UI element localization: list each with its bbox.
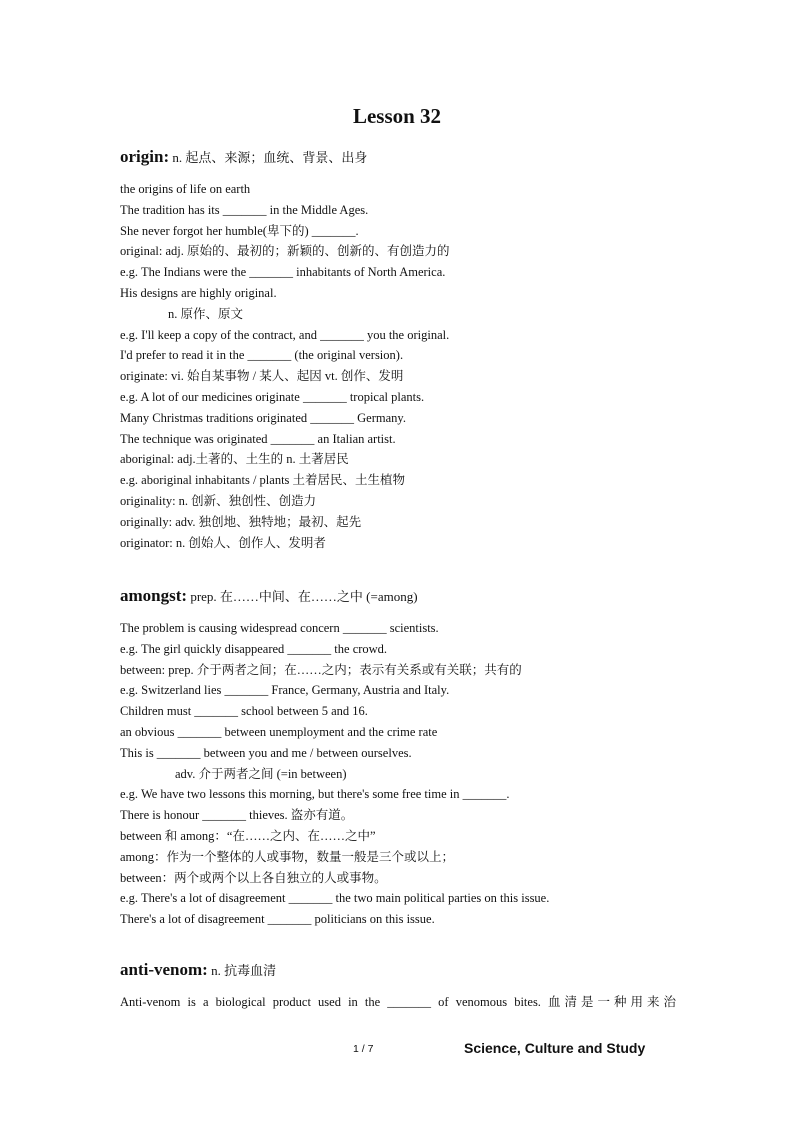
entry-line: originate: vi. 始自某事物 / 某人、起因 vt. 创作、发明 bbox=[120, 369, 404, 384]
entry-line: I'd prefer to read it in the _______ (the original version). bbox=[120, 348, 404, 363]
entry-origin bbox=[120, 148, 680, 553]
entry-line: e.g. Switzerland lies _______ France, Germany, Austria and Italy. bbox=[120, 683, 450, 698]
page-footer bbox=[0, 1040, 794, 1060]
entry-line: Anti-venom is a biological product used in the _______ of venomous bites. 血清是一种用来治 bbox=[120, 995, 676, 1009]
entry-line: between：两个或两个以上各自独立的人或事物。 bbox=[120, 870, 387, 885]
headword-definition: prep. 在……中间、在……之中 (=among) bbox=[190, 589, 418, 604]
entry-line: n. 原作、原文 bbox=[168, 306, 244, 321]
entry-line: The technique was originated _______ an Italian artist. bbox=[120, 431, 396, 446]
headword-definition: n. 抗毒血清 bbox=[211, 963, 277, 978]
entry-line: aboriginal: adj.土著的、土生的 n. 土著居民 bbox=[120, 452, 349, 467]
entry-line: between: prep. 介于两者之间；在……之内；表示有关系或有关联；共有的 bbox=[120, 662, 522, 677]
entry-line: e.g. A lot of our medicines originate _______ tropical plants. bbox=[120, 389, 425, 404]
entry-line: originality: n. 创新、独创性、创造力 bbox=[120, 493, 317, 508]
entry-line: e.g. There's a lot of disagreement _______ the two main political parties on this issue. bbox=[120, 891, 550, 906]
entry-line: originally: adv. 独创地、独特地；最初、起先 bbox=[120, 514, 362, 529]
entry-line: an obvious _______ between unemployment and the crime rate bbox=[120, 724, 438, 739]
entry-line: adv. 介于两者之间 (=in between) bbox=[175, 766, 347, 781]
entry-line: His designs are highly original. bbox=[120, 285, 277, 300]
headword: origin: bbox=[120, 147, 170, 166]
entry-line: e.g. I'll keep a copy of the contract, and _______ you the original. bbox=[120, 327, 450, 342]
entry-line: among：作为一个整体的人或事物，数量一般是三个或以上； bbox=[120, 849, 455, 864]
entry-anti-venom bbox=[120, 961, 680, 1013]
headword: amongst: bbox=[120, 586, 188, 605]
entry-amongst bbox=[120, 587, 680, 930]
entry-line: The problem is causing widespread concern _______ scientists. bbox=[120, 621, 439, 635]
entry-line: originator: n. 创始人、创作人、发明者 bbox=[120, 535, 326, 550]
entry-line: between 和 among：“在……之内、在……之中” bbox=[120, 828, 376, 843]
entry-line: She never forgot her humble(卑下的) _______. bbox=[120, 223, 359, 238]
entry-lines bbox=[120, 179, 680, 553]
lesson-title: Lesson 32 bbox=[352, 104, 442, 128]
entry-line: There's a lot of disagreement _______ politicians on this issue. bbox=[120, 912, 435, 927]
entry-lines bbox=[120, 992, 680, 1013]
headword-definition: n. 起点、来源；血统、背景、出身 bbox=[172, 150, 368, 165]
entry-line: the origins of life on earth bbox=[120, 182, 251, 196]
entry-line: e.g. aboriginal inhabitants / plants 土着居民、土生植物 bbox=[120, 473, 406, 488]
entry-line: Many Christmas traditions originated _______ Germany. bbox=[120, 410, 406, 425]
entry-line: e.g. The girl quickly disappeared _______ the crowd. bbox=[120, 641, 388, 656]
entry-line: e.g. We have two lessons this morning, but there's some free time in _______. bbox=[120, 787, 510, 802]
entry-line: original: adj. 原始的、最初的；新颖的、创新的、有创造力的 bbox=[120, 244, 450, 259]
entry-line: Children must _______ school between 5 and 16. bbox=[120, 704, 368, 719]
entry-lines bbox=[120, 618, 680, 930]
entry-heading bbox=[120, 148, 680, 167]
page-number: 1 / 7 bbox=[353, 1043, 374, 1055]
entry-line: e.g. The Indians were the _______ inhabitants of North America. bbox=[120, 265, 446, 280]
footer-brand: Science, Culture and Study bbox=[464, 1040, 646, 1056]
headword: anti-venom: bbox=[120, 960, 208, 979]
entry-line: The tradition has its _______ in the Middle Ages. bbox=[120, 202, 369, 217]
entry-line: This is _______ between you and me / between ourselves. bbox=[120, 745, 412, 760]
entry-heading bbox=[120, 961, 680, 980]
entry-line: There is honour _______ thieves. 盗亦有道。 bbox=[120, 808, 354, 823]
entry-heading bbox=[120, 587, 680, 606]
